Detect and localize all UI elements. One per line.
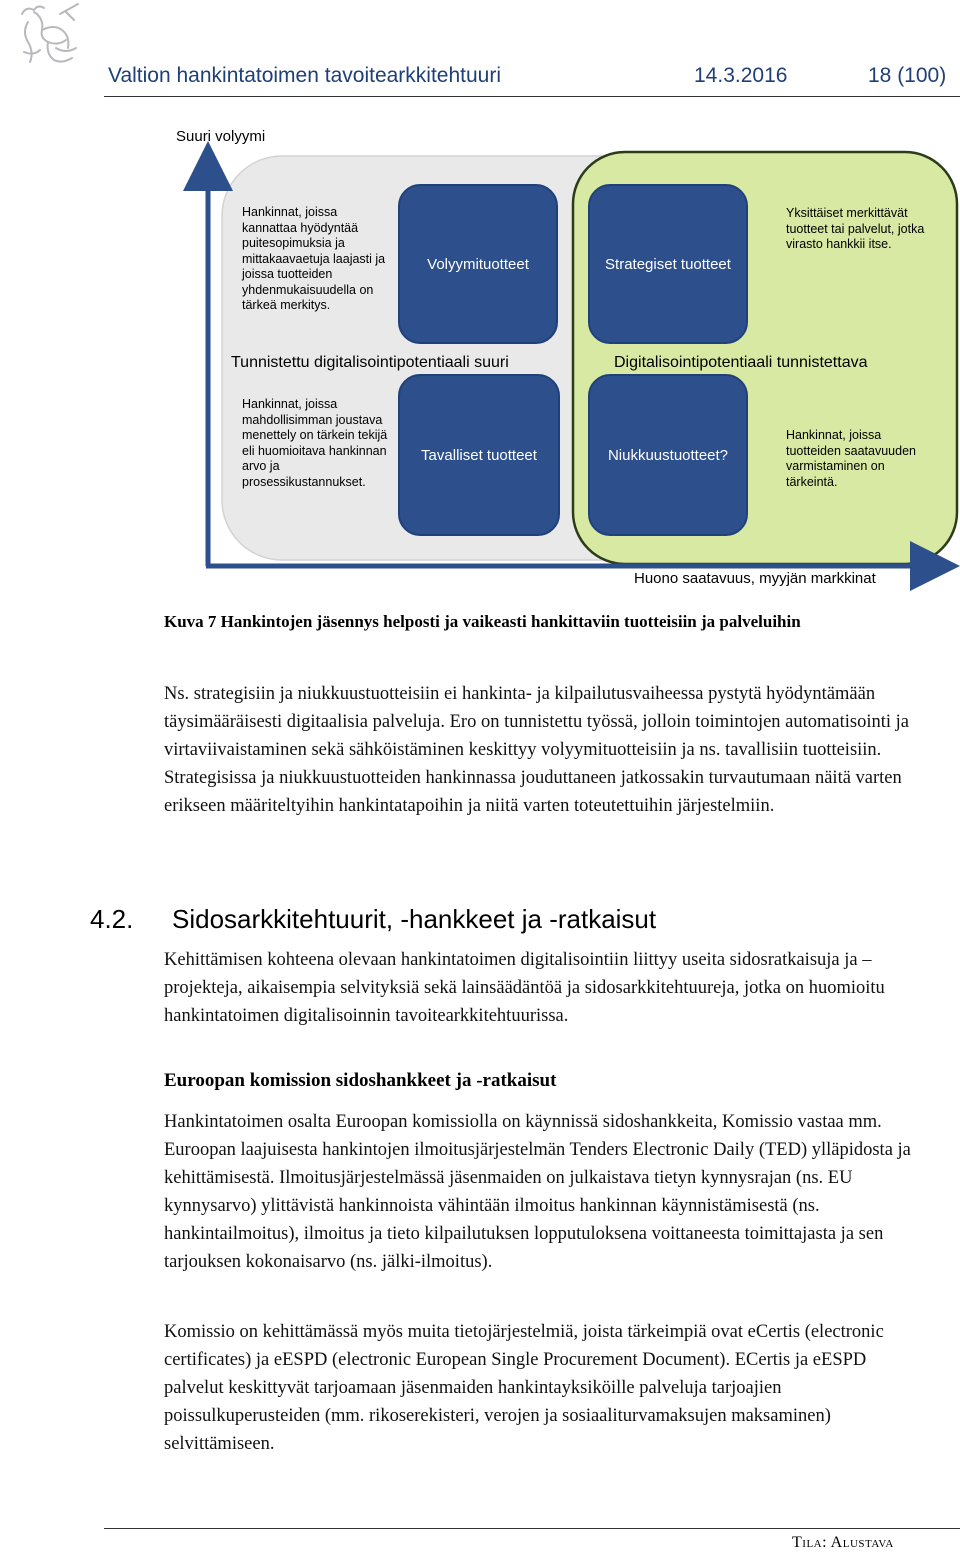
header-divider xyxy=(104,96,960,97)
volume-products-box xyxy=(398,184,558,344)
left-potential-label: Tunnistettu digitalisointipotentiaali suuri xyxy=(231,354,509,371)
section-title: Sidosarkkitehtuurit, -hankkeet ja -ratkaisut xyxy=(172,904,657,934)
scarcity-products-label: Niukkuustuotteet? xyxy=(607,446,729,464)
page-number: 18 (100) xyxy=(868,64,947,87)
document-title: Valtion hankintatoimen tavoitearkkitehtuuri xyxy=(108,64,502,87)
paragraph-digitalisation-scope: Ns. strategisiin ja niukkuustuotteisiin ei hankinta- ja kilpailutusvaiheessa pystytä hyödyntämään täysimääräisesti digitaalisia palveluja. Ero on tunnistettu työssä, jolloin toimintojen automatisointi ja virtaviivaistaminen sekä sähköistäminen keskittyy volyymituotteisiin ja ns. tavallisiin tuotteisiin. Strategisissa ja niukkuustuotteiden hankinnassa jouduttaneen jatkossakin turvautumaan näitä varten erikseen määriteltyihin hankintatapoihin ja niitä varten toteutettuihin järjestelmiin. xyxy=(164,684,910,816)
figure-caption: Kuva 7 Hankintojen jäsennys helposti ja vaikeasti hankittaviin tuotteisiin ja palveluihin xyxy=(164,612,801,631)
scarcity-products-box xyxy=(588,374,748,536)
section-number: 4.2. xyxy=(90,904,134,934)
paragraph-related-solutions: Kehittämisen kohteena olevaan hankintatoimen digitalisointiin liittyy useita sidosratkaisuja ja –projekteja, aikaisempia selvityksiä sekä lainsäädäntöä ja sidosarkkitehtuureja, jotka on huomioitu hankintatoimen digitalisoinnin tavoitearkkitehtuurissa. xyxy=(164,950,885,1026)
status-separator: : A xyxy=(822,1534,843,1551)
footer-divider xyxy=(104,1528,960,1529)
y-axis-label: Suuri volyymi xyxy=(176,128,266,145)
strategic-products-description: Yksittäiset merkittävät tuotteet tai palvelut, jotka virasto hankkii itse. xyxy=(786,206,925,251)
section-heading xyxy=(90,904,656,935)
volume-products-label: Volyymituotteet xyxy=(427,255,529,273)
strategic-products-label: Strategiset tuotteet xyxy=(605,255,731,273)
document-status xyxy=(792,1534,894,1552)
strategic-products-box xyxy=(588,184,748,344)
document-date: 14.3.2016 xyxy=(694,64,788,87)
right-potential-label: Digitalisointipotentiaali tunnistettava xyxy=(614,354,868,371)
regular-products-box xyxy=(398,374,560,536)
paragraph-ecertis-eespd: Komissio on kehittämässä myös muita tietojärjestelmiä, joista tärkeimpiä ovat eCertis (electronic certificates) ja eESPD (electronic European Single Procurement Document). ECertis ja eESPD palvelut keskittyvät tarjoamaan jäsenmaiden hankintayksiköille palveluja tarjoajien poissulkuperusteiden (mm. rikoserekisteri, verojen ja sosiaaliturvamaksujen maksaminen) selvittämiseen. xyxy=(164,1322,884,1454)
status-word-2: lustava xyxy=(842,1534,894,1551)
regular-products-description: Hankinnat, joissa mahdollisimman joustava menettely on tärkein tekijä eli huomioitava hankinnan arvo ja prosessikustannukset. xyxy=(242,397,388,489)
regular-products-label: Tavalliset tuotteet xyxy=(421,446,537,464)
status-word-1: ila xyxy=(802,1534,823,1551)
lion-coat-of-arms-logo xyxy=(14,2,84,68)
status-prefix: T xyxy=(792,1534,803,1551)
paragraph-ted-system: Hankintatoimen osalta Euroopan komissiolla on käynnissä sidoshankkeita, Komissio vastaa mm. Euroopan laajuisesta hankintojen ilmoitusjärjestelmän Tenders Electronic Daily (TED) ylläpidosta ja kehittämisestä. Ilmoitusjärjestelmässä jäsenmaiden on julkaistava tietyn kynnysrajan (ns. EU kynnysarvo) ylittävistä hankinnoista vähintään ilmoitus hankinnan käynnistämisestä (ns. hankintailmoitus), ilmoitus ja tieto kilpailutuksen lopputuloksena voittaneesta toimittajasta ja sen tarjouksen kokonaisarvo (ns. jälki-ilmoitus). xyxy=(164,1112,911,1272)
procurement-classification-figure xyxy=(0,110,960,600)
subsection-heading: Euroopan komission sidoshankkeet ja -ratkaisut xyxy=(164,1070,557,1091)
scarcity-products-description: Hankinnat, joissa tuotteiden saatavuuden varmistaminen on tärkeintä. xyxy=(786,428,916,489)
volume-products-description: Hankinnat, joissa kannattaa hyödyntää puitesopimuksia ja mittakaavaetuja laajasti ja joissa tuotteiden yhdenmukaisuudella on tärkeä merkitys. xyxy=(242,205,386,312)
x-axis-label: Huono saatavuus, myyjän markkinat xyxy=(634,570,876,587)
